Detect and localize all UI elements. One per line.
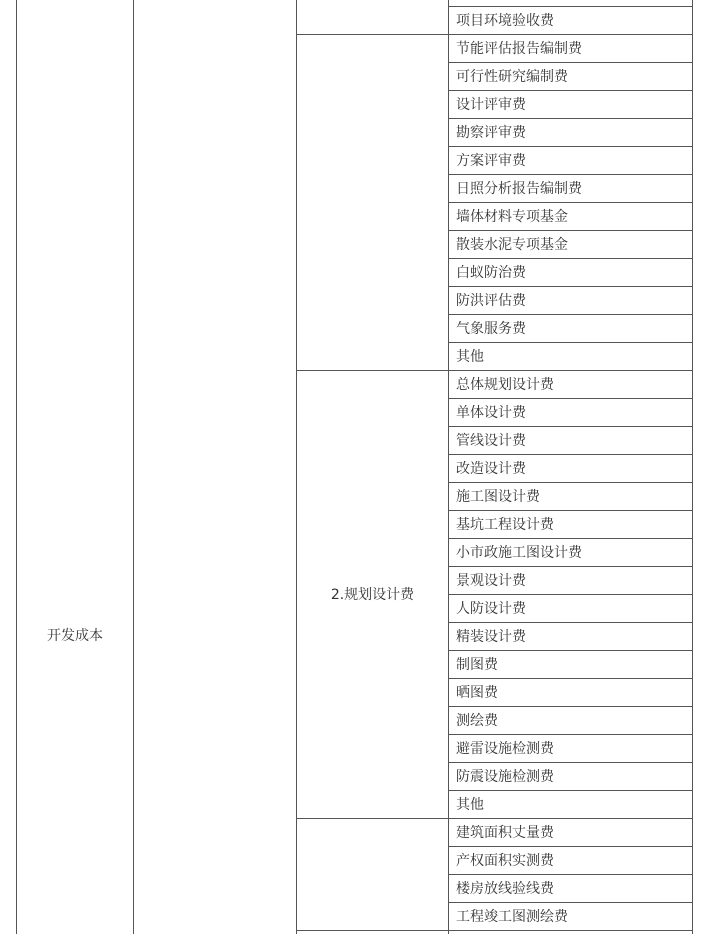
col2-divider xyxy=(296,0,297,934)
row-border xyxy=(448,342,693,343)
col3-divider xyxy=(448,0,449,934)
item-cell: 晒图费 xyxy=(456,685,498,701)
item-cell: 楼房放线验线费 xyxy=(456,881,554,897)
item-cell: 基坑工程设计费 xyxy=(456,517,554,533)
item-cell: 其他 xyxy=(456,349,484,365)
item-cell: 气象服务费 xyxy=(456,321,526,337)
item-cell: 景观设计费 xyxy=(456,573,526,589)
item-cell: 日照分析报告编制费 xyxy=(456,181,582,197)
item-cell: 小市政施工图设计费 xyxy=(456,545,582,561)
item-cell: 勘察评审费 xyxy=(456,125,526,141)
item-cell: 防震设施检测费 xyxy=(456,769,554,785)
item-cell: 其他 xyxy=(456,797,484,813)
table-border-right xyxy=(692,0,693,934)
item-cell: 单体设计费 xyxy=(456,405,526,421)
item-cell: 工程竣工图测绘费 xyxy=(456,909,568,925)
row-border xyxy=(448,790,693,791)
item-cell: 防洪评估费 xyxy=(456,293,526,309)
item-cell: 散装水泥专项基金 xyxy=(456,237,568,253)
item-cell: 避雷设施检测费 xyxy=(456,741,554,757)
item-cell: 节能评估报告编制费 xyxy=(456,41,582,57)
table-border-left xyxy=(16,0,17,934)
item-cell: 改造设计费 xyxy=(456,461,526,477)
item-cell: 产权面积实测费 xyxy=(456,853,554,869)
group-label-planning-design-fee: 2.规划设计费 xyxy=(330,587,415,603)
item-cell: 制图费 xyxy=(456,657,498,673)
item-cell: 墙体材料专项基金 xyxy=(456,209,568,225)
item-cell: 精装设计费 xyxy=(456,629,526,645)
item-cell: 项目环境验收费 xyxy=(456,13,554,29)
item-cell: 可行性研究编制费 xyxy=(456,69,568,85)
col1-divider xyxy=(133,0,134,934)
item-cell: 管线设计费 xyxy=(456,433,526,449)
item-cell: 建筑面积丈量费 xyxy=(456,825,554,841)
group-border xyxy=(296,930,693,931)
category-cell-development-cost: 开发成本 xyxy=(47,628,103,644)
item-cell: 设计评审费 xyxy=(456,97,526,113)
item-cell: 方案评审费 xyxy=(456,153,526,169)
item-cell: 白蚁防治费 xyxy=(456,265,526,281)
item-cell: 施工图设计费 xyxy=(456,489,540,505)
item-cell: 测绘费 xyxy=(456,713,498,729)
item-cell: 总体规划设计费 xyxy=(456,377,554,393)
item-cell: 人防设计费 xyxy=(456,601,526,617)
